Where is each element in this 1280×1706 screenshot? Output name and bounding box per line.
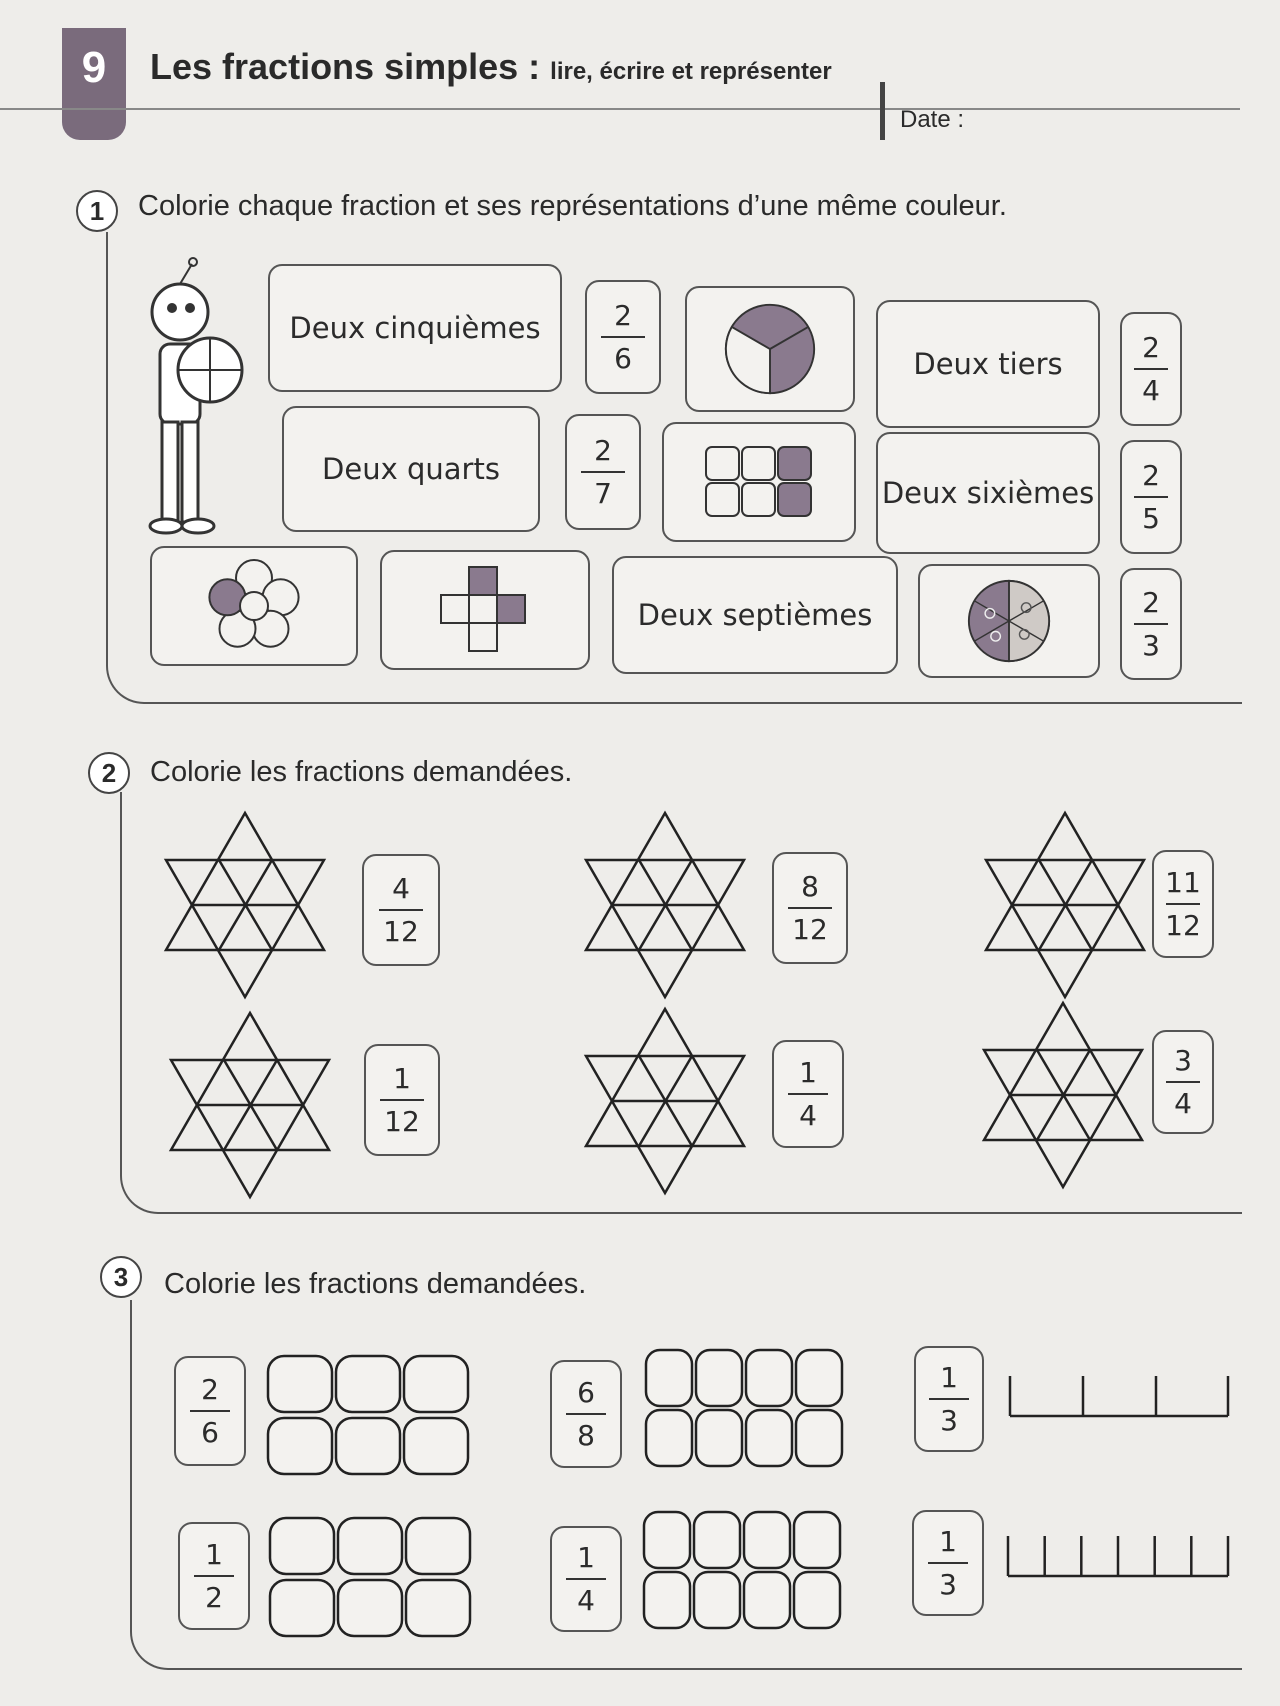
pie-circle-icon	[722, 301, 818, 397]
fraction-bar	[566, 1578, 607, 1580]
exercise-3-number: 3	[100, 1256, 142, 1298]
picture-card-flower[interactable]	[150, 546, 358, 666]
denominator: 4	[577, 1584, 595, 1617]
cross-squares-icon	[437, 565, 533, 655]
character-illustration	[140, 270, 250, 540]
denominator: 4	[799, 1099, 817, 1132]
fraction-card	[178, 1522, 250, 1630]
numerator: 6	[577, 1375, 595, 1409]
numerator: 2	[1142, 458, 1160, 492]
grid-3x2-shape	[266, 1354, 472, 1478]
fraction-bar	[1134, 496, 1169, 498]
segment-3-parts	[1008, 1366, 1230, 1418]
fraction-card	[174, 1356, 246, 1466]
denominator: 3	[940, 1404, 958, 1437]
star-diagram	[165, 1010, 335, 1200]
word-label: Deux septièmes	[637, 598, 873, 632]
fraction-card	[914, 1346, 984, 1452]
numerator: 2	[614, 298, 632, 332]
word-card[interactable]	[282, 406, 540, 532]
exercise-1-instruction: Colorie chaque fraction et ses représentations d’une même couleur.	[138, 190, 1007, 222]
picture-card-cross[interactable]	[380, 550, 590, 670]
fraction-bar	[566, 1413, 607, 1415]
exercise-1-number: 1	[76, 190, 118, 232]
numerator: 1	[577, 1540, 595, 1574]
word-card[interactable]	[268, 264, 562, 392]
fraction-card	[772, 852, 848, 964]
fraction-card	[550, 1526, 622, 1632]
word-label: Deux sixièmes	[881, 476, 1095, 510]
date-divider	[880, 82, 885, 140]
fraction-bar	[1166, 1081, 1201, 1083]
fraction-card[interactable]	[585, 280, 661, 394]
denominator: 12	[792, 913, 828, 946]
denominator: 5	[1142, 502, 1160, 535]
word-card[interactable]	[876, 432, 1100, 554]
denominator: 12	[384, 1105, 420, 1138]
fraction-bar	[1134, 368, 1169, 370]
pizza-icon	[966, 578, 1052, 664]
fraction-card	[772, 1040, 844, 1148]
fraction-card[interactable]	[1120, 312, 1182, 426]
denominator: 4	[1174, 1087, 1192, 1120]
title-sub: lire, écrire et représenter	[550, 58, 832, 85]
word-card[interactable]	[612, 556, 898, 674]
page-title	[150, 46, 832, 88]
numerator: 2	[201, 1372, 219, 1406]
denominator: 6	[614, 342, 632, 375]
fraction-card	[362, 854, 440, 966]
title-main: Les fractions simples :	[150, 46, 541, 87]
exercise-2-number: 2	[88, 752, 130, 794]
numerator: 2	[1142, 330, 1160, 364]
fraction-bar	[788, 907, 831, 909]
star-diagram	[978, 1000, 1148, 1190]
numerator: 1	[799, 1055, 817, 1089]
word-label: Deux cinquièmes	[289, 311, 541, 345]
grid-3x2-shape	[268, 1516, 474, 1640]
picture-card-grid[interactable]	[662, 422, 856, 542]
grid-4x2-shape	[644, 1348, 844, 1470]
star-diagram	[160, 810, 330, 1000]
denominator: 6	[201, 1416, 219, 1449]
fraction-card	[364, 1044, 440, 1156]
word-label: Deux quarts	[322, 452, 500, 486]
grid-4x2-shape	[642, 1510, 842, 1632]
star-diagram	[580, 810, 750, 1000]
grid-rectangle-icon	[704, 445, 814, 519]
exercise-3-instruction: Colorie les fractions demandées.	[164, 1268, 587, 1300]
date-label: Date :	[900, 106, 965, 133]
picture-card-pie[interactable]	[685, 286, 855, 412]
denominator: 3	[1142, 629, 1160, 662]
numerator: 2	[594, 433, 612, 467]
picture-card-pizza[interactable]	[918, 564, 1100, 678]
denominator: 2	[205, 1581, 223, 1614]
fraction-card	[912, 1510, 984, 1616]
numerator: 1	[205, 1537, 223, 1571]
exercise-2-instruction: Colorie les fractions demandées.	[150, 756, 573, 788]
fraction-card[interactable]	[1120, 568, 1182, 680]
fraction-bar	[194, 1575, 235, 1577]
title-rule	[0, 108, 1240, 110]
numerator: 4	[392, 871, 410, 905]
fraction-card	[1152, 850, 1214, 958]
fraction-bar	[581, 471, 624, 473]
denominator: 7	[594, 477, 612, 510]
numerator: 11	[1165, 865, 1201, 899]
numerator: 2	[1142, 585, 1160, 619]
star-diagram	[580, 1006, 750, 1196]
numerator: 3	[1174, 1043, 1192, 1077]
numerator: 1	[939, 1524, 957, 1558]
word-label: Deux tiers	[913, 347, 1063, 381]
segment-6-parts	[1006, 1526, 1230, 1578]
fraction-bar	[380, 1099, 423, 1101]
fraction-bar	[788, 1093, 829, 1095]
numerator: 1	[940, 1360, 958, 1394]
fraction-card[interactable]	[565, 414, 641, 530]
word-card[interactable]	[876, 300, 1100, 428]
fraction-bar	[929, 1398, 969, 1400]
numerator: 8	[801, 869, 819, 903]
numerator: 1	[393, 1061, 411, 1095]
star-diagram	[980, 810, 1150, 1000]
fraction-bar	[1166, 903, 1201, 905]
denominator: 8	[577, 1419, 595, 1452]
denominator: 12	[1165, 909, 1201, 942]
fraction-bar	[928, 1562, 969, 1564]
fraction-card	[1152, 1030, 1214, 1134]
chapter-badge: 9	[62, 28, 126, 140]
fraction-bar	[601, 336, 644, 338]
fraction-bar	[379, 909, 423, 911]
denominator: 4	[1142, 374, 1160, 407]
fraction-card[interactable]	[1120, 440, 1182, 554]
flower-icon	[204, 556, 304, 656]
denominator: 3	[939, 1568, 957, 1601]
fraction-bar	[1134, 623, 1169, 625]
denominator: 12	[383, 915, 419, 948]
fraction-card	[550, 1360, 622, 1468]
fraction-bar	[190, 1410, 231, 1412]
